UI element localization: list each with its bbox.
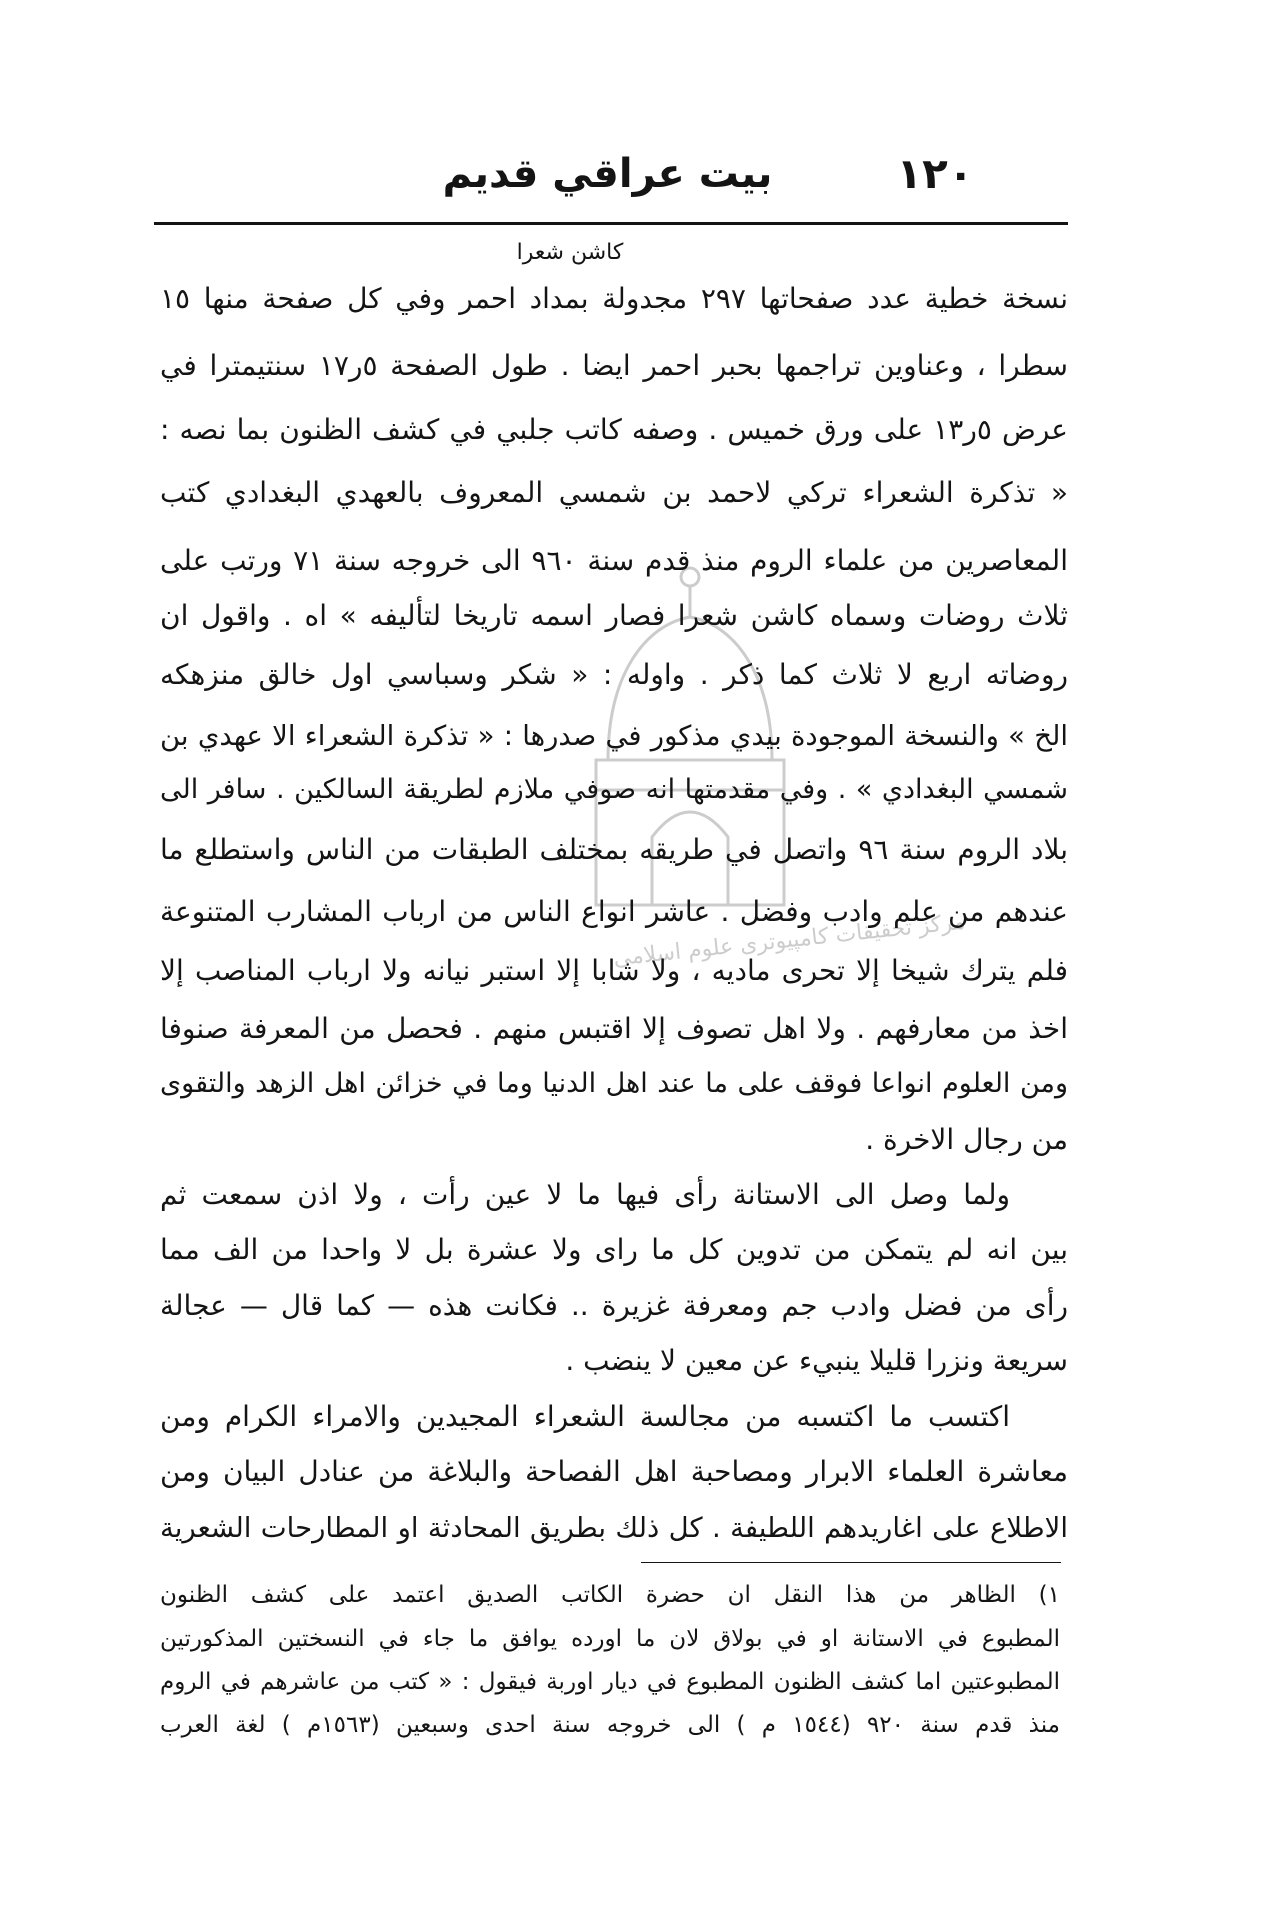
body-line: بين انه لم يتمكن من تدوين كل ما راى ولا عشرة بل لا واحدا من الف مما (160, 1233, 1068, 1266)
body-line: سطرا ، وعناوين تراجمها بحبر احمر ايضا . طول الصفحة ٥ر١٧ سنتيمترا في (160, 349, 1068, 382)
body-line: روضاته اربع لا ثلاث كما ذكر . واوله : « شكر وسباسي اول خالق منزهكه (160, 658, 1068, 691)
body-line: سريعة ونزرا قليلا ينبيء عن معين لا ينضب . (565, 1344, 1068, 1377)
body-line: عرض ٥ر١٣ على ورق خميس . وصفه كاتب جلبي في كشف الظنون بما نصه : (160, 413, 1068, 446)
body-line: اخذ من معارفهم . ولا اهل تصوف إلا اقتبس منهم . فحصل من المعرفة صنوفا (160, 1012, 1068, 1045)
section-heading: كاشن شعرا (516, 240, 624, 265)
body-line: ثلاث روضات وسماه كاشن شعرا فصار اسمه تاريخا لتأليفه » اه . واقول ان (160, 599, 1068, 632)
body-line: « تذكرة الشعراء تركي لاحمد بن شمسي المعروف بالعهدي البغدادي كتب (160, 476, 1068, 509)
running-title: بيت عراقي قديم (442, 151, 773, 197)
body-line: بلاد الروم سنة ٩٦ واتصل في طريقه بمختلف الطبقات من الناس واستطلع ما (160, 833, 1068, 866)
body-line: ولما وصل الى الاستانة رأى فيها ما لا عين رأت ، ولا اذن سمعت ثم (160, 1178, 1010, 1211)
body-line: عندهم من علم وادب وفضل . عاشر انواع الناس من ارباب المشارب المتنوعة (160, 895, 1068, 928)
body-line: الخ » والنسخة الموجودة بيدي مذكور في صدرها : « تذكرة الشعراء الا عهدي بن (160, 720, 1068, 752)
body-line: المعاصرين من علماء الروم منذ قدم سنة ٩٦٠ الى خروجه سنة ٧١ ورتب على (160, 544, 1068, 577)
body-line: من رجال الاخرة . (865, 1123, 1068, 1156)
footnote-line: المطبوعتين اما كشف الظنون المطبوع في ديار اوربة فيقول : « كتب من عاشرهم في الروم (160, 1669, 1060, 1695)
watermark-text: مرکز تحقیقات کامپیوتری علوم اسلامی (612, 909, 967, 972)
body-line: اكتسب ما اكتسبه من مجالسة الشعراء المجيدين والامراء الكرام ومن (160, 1400, 1010, 1433)
footnote-line: المطبوع في الاستانة او في بولاق لان ما اورده يوافق ما جاء في النسختين المذكورتين (160, 1626, 1060, 1652)
body-line: نسخة خطية عدد صفحاتها ٢٩٧ مجدولة بمداد احمر وفي كل صفحة منها ١٥ (160, 282, 1068, 315)
footnote-rule (641, 1562, 1061, 1563)
body-line: فلم يترك شيخا إلا تحرى ماديه ، ولا شابا إلا استبر نيانه ولا ارباب المناصب إلا (160, 954, 1068, 987)
body-line: شمسي البغدادي » . وفي مقدمتها انه صوفي ملازم لطريقة السالكين . سافر الى (160, 774, 1068, 805)
body-line: معاشرة العلماء الابرار ومصاحبة اهل الفصاحة والبلاغة من عنادل البيان ومن (160, 1455, 1068, 1488)
footnote-line: منذ قدم سنة ٩٢٠ (١٥٤٤ م ) الى خروجه سنة احدى وسبعين (١٥٦٣م ) لغة العرب (160, 1712, 1060, 1738)
body-line: الاطلاع على اغاريدهم اللطيفة . كل ذلك بطريق المحادثة او المطارحات الشعرية (160, 1512, 1068, 1544)
header-rule (154, 222, 1068, 225)
body-line: رأى من فضل وادب جم ومعرفة غزيرة .. فكانت هذه — كما قال — عجالة (160, 1289, 1068, 1322)
page-number: ١٢٠ (896, 149, 974, 198)
footnote-line: ١) الظاهر من هذا النقل ان حضرة الكاتب الصديق اعتمد على كشف الظنون (160, 1582, 1060, 1608)
body-line: ومن العلوم انواعا فوقف على ما عند اهل الدنيا وما في خزائن اهل الزهد والتقوى (160, 1068, 1068, 1099)
